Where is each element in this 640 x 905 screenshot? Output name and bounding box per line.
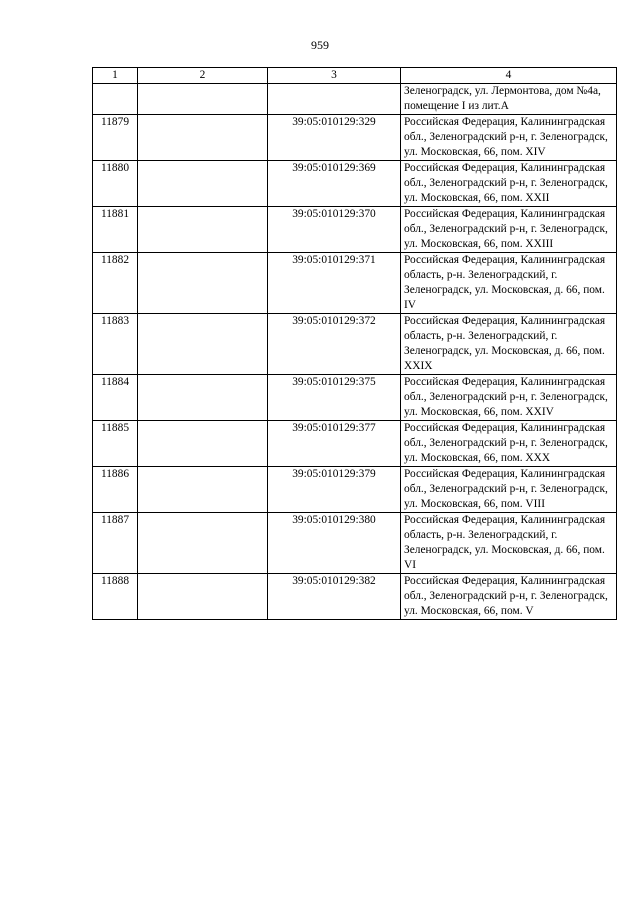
row-col2 [138, 84, 268, 115]
table-row [93, 467, 617, 513]
row-number: 11887 [93, 513, 138, 574]
row-number: 11885 [93, 421, 138, 467]
column-header-1: 1 [93, 68, 138, 84]
address: Зеленоградск, ул. Лермонтова, дом №4а, помещение I из лит.А [401, 84, 617, 115]
row-col2 [138, 161, 268, 207]
address: Российская Федерация, Калининградская обл., Зеленоградский р-н, г. Зеленоградск, ул. Московская, 66, пом. VIII [401, 467, 617, 513]
table-row [93, 207, 617, 253]
cadastral-number [268, 84, 401, 115]
table-row [93, 574, 617, 620]
row-number: 11880 [93, 161, 138, 207]
row-col2 [138, 207, 268, 253]
row-col2 [138, 115, 268, 161]
cadastral-number: 39:05:010129:379 [268, 467, 401, 513]
row-number: 11882 [93, 253, 138, 314]
table-row [93, 513, 617, 574]
address: Российская Федерация, Калининградская обл., Зеленоградский р-н, г. Зеленоградск, ул. Московская, 66, пом. XXIII [401, 207, 617, 253]
cadastral-number: 39:05:010129:372 [268, 314, 401, 375]
row-col2 [138, 421, 268, 467]
row-col2 [138, 253, 268, 314]
address: Российская Федерация, Калининградская обл., Зеленоградский р-н, г. Зеленоградск, ул. Московская, 66, пом. XIV [401, 115, 617, 161]
row-number: 11884 [93, 375, 138, 421]
table-row [93, 84, 617, 115]
column-header-2: 2 [138, 68, 268, 84]
address: Российская Федерация, Калининградская область, р-н. Зеленоградский, г. Зеленоградск, ул. Московская, д. 66, пом. VI [401, 513, 617, 574]
cadastral-number: 39:05:010129:369 [268, 161, 401, 207]
table-row [93, 314, 617, 375]
table-row [93, 161, 617, 207]
column-header-3: 3 [268, 68, 401, 84]
cadastral-number: 39:05:010129:377 [268, 421, 401, 467]
registry-table [92, 67, 617, 620]
row-number: 11888 [93, 574, 138, 620]
row-number: 11883 [93, 314, 138, 375]
row-col2 [138, 467, 268, 513]
cadastral-number: 39:05:010129:371 [268, 253, 401, 314]
row-col2 [138, 574, 268, 620]
address: Российская Федерация, Калининградская область, р-н. Зеленоградский, г. Зеленоградск, ул. Московская, д. 66, пом. XXIX [401, 314, 617, 375]
address: Российская Федерация, Калининградская обл., Зеленоградский р-н, г. Зеленоградск, ул. Московская, 66, пом. XXIV [401, 375, 617, 421]
row-number: 11879 [93, 115, 138, 161]
cadastral-number: 39:05:010129:382 [268, 574, 401, 620]
row-col2 [138, 375, 268, 421]
cadastral-number: 39:05:010129:380 [268, 513, 401, 574]
address: Российская Федерация, Калининградская область, р-н. Зеленоградский, г. Зеленоградск, ул. Московская, д. 66, пом. IV [401, 253, 617, 314]
address: Российская Федерация, Калининградская обл., Зеленоградский р-н, г. Зеленоградск, ул. Московская, 66, пом. XXII [401, 161, 617, 207]
row-col2 [138, 513, 268, 574]
address: Российская Федерация, Калининградская обл., Зеленоградский р-н, г. Зеленоградск, ул. Московская, 66, пом. XXX [401, 421, 617, 467]
table-row [93, 115, 617, 161]
address: Российская Федерация, Калининградская обл., Зеленоградский р-н, г. Зеленоградск, ул. Московская, 66, пом. V [401, 574, 617, 620]
row-number: 11886 [93, 467, 138, 513]
table-row [93, 375, 617, 421]
cadastral-number: 39:05:010129:370 [268, 207, 401, 253]
column-header-4: 4 [401, 68, 617, 84]
row-number [93, 84, 138, 115]
table-row [93, 421, 617, 467]
cadastral-number: 39:05:010129:329 [268, 115, 401, 161]
page-number: 959 [311, 38, 329, 52]
row-number: 11881 [93, 207, 138, 253]
table-header-row [93, 68, 617, 84]
row-col2 [138, 314, 268, 375]
cadastral-number: 39:05:010129:375 [268, 375, 401, 421]
table-row [93, 253, 617, 314]
